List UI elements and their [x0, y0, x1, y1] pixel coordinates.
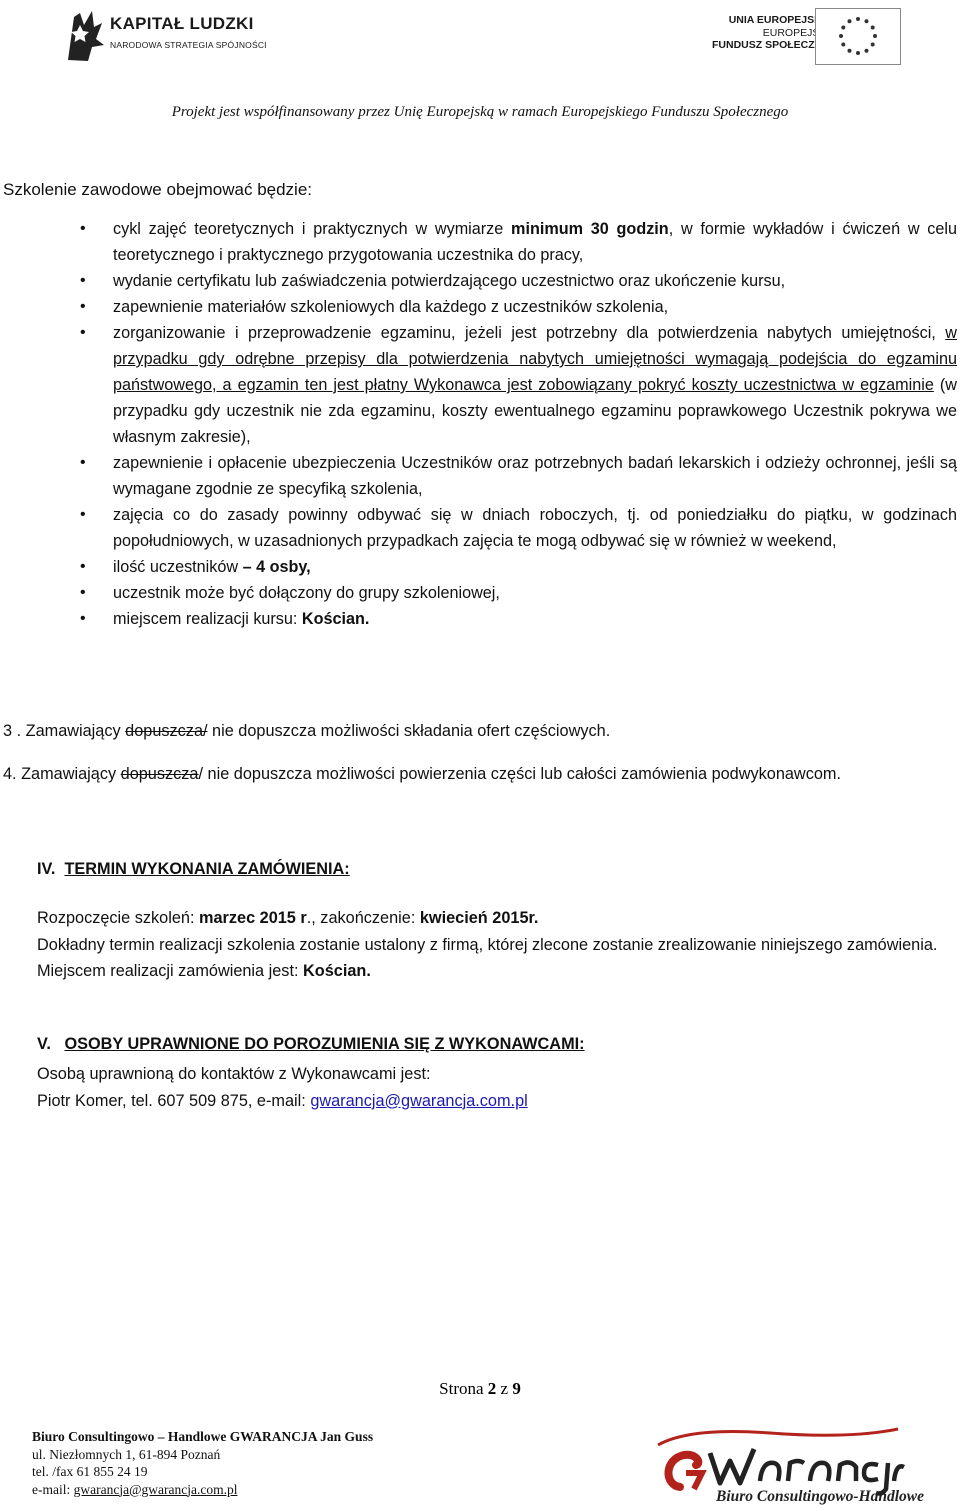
footer-address — [32, 1428, 373, 1498]
contact-email-link[interactable]: gwarancja@gwarancja.com.pl — [310, 1091, 528, 1110]
list-item — [80, 554, 957, 580]
section-iv-number: IV. — [37, 860, 56, 878]
cofinancing-note: Projekt jest współfinansowany przez Unię Europejską w ramach Europejskiego Funduszu Społecznego — [171, 104, 789, 120]
list-item — [80, 294, 957, 320]
p3-struck: dopuszcza/ — [125, 722, 208, 740]
p4-pre: 4. Zamawiający — [3, 765, 121, 783]
list-item — [80, 502, 957, 554]
place-label: Miejscem realizacji zamówienia jest: — [37, 962, 304, 980]
eu-line2: EUROPEJSKI — [762, 26, 830, 39]
start-date: marzec 2015 r — [199, 909, 307, 927]
end-label: ., zakończenie: — [306, 909, 420, 927]
start-label: Rozpoczęcie szkoleń: — [37, 909, 199, 927]
b1-text: cykl zajęć teoretycznych i praktycznych w wymiarze — [113, 220, 512, 238]
point-3 — [3, 722, 610, 741]
section-v-title: OSOBY UPRAWNIONE DO POROZUMIENIA SIĘ Z WYKONAWCAMI: — [64, 1035, 585, 1053]
email-label: e-mail: — [32, 1481, 74, 1497]
page-total: 9 — [512, 1379, 521, 1398]
end-date: kwiecień 2015r. — [419, 909, 539, 927]
contact-text: Piotr Komer, tel. 607 509 875, e-mail: — [37, 1091, 311, 1110]
page-current: 2 — [487, 1379, 497, 1398]
b7-bold: – 4 osby, — [242, 558, 311, 576]
section-v-heading — [37, 1035, 585, 1054]
list-item — [80, 216, 957, 268]
eu-line1: UNIA EUROPEJSKA — [728, 14, 830, 26]
b4-text-end: (w przypadku gdy uczestnik nie zda egzaminu, koszty ewentualnego egzaminu poprawkowego Uczestnik pokrywa we własnym zakresie), — [113, 376, 957, 446]
eu-line3: FUNDUSZ SPOŁECZNY — [712, 39, 830, 51]
firm-email-line — [32, 1481, 373, 1499]
p3-pre: 3 . Zamawiający — [3, 722, 126, 740]
kapital-ludzki-subtitle: NARODOWA STRATEGIA SPÓJNOŚCI — [110, 40, 267, 50]
firm-name: Biuro Consultingowo – Handlowe GWARANCJA Jan Guss — [32, 1429, 374, 1444]
list-item — [80, 580, 957, 606]
list-item — [80, 450, 957, 502]
page-label: Strona — [439, 1379, 488, 1398]
contact-line — [37, 1088, 957, 1115]
p4-post: / nie dopuszcza możliwości powierzenia części lub całości zamówienia podwykonawcom. — [198, 765, 841, 783]
place-value: Kościan. — [303, 962, 371, 980]
gwarancja-logo-text: Biuro Consultingowo-Handlowe — [716, 1488, 925, 1505]
b3-text: zapewnienie materiałów szkoleniowych dla każdego z uczestników szkolenia, — [113, 298, 669, 316]
section-iv-title: TERMIN WYKONANIA ZAMÓWIENIA: — [64, 860, 350, 878]
b1-text-end: , w formie wykładów i ćwiczeń w celu teoretycznego i praktycznego przygotowania uczestnika do pracy, — [113, 220, 957, 264]
firm-address: ul. Niezłomnych 1, 61-894 Poznań — [32, 1446, 221, 1462]
contact-intro: Osobą uprawnioną do kontaktów z Wykonawcami jest: — [37, 1065, 431, 1083]
page-number — [0, 1379, 960, 1399]
intro-line: Szkolenie zawodowe obejmować będzie: — [3, 180, 313, 199]
list-item — [80, 320, 957, 450]
b1-bold: minimum 30 godzin — [511, 220, 669, 238]
section-iv-heading — [37, 860, 350, 879]
list-item — [80, 268, 957, 294]
p4-struck: dopuszcza — [120, 765, 199, 783]
section-v-number: V. — [37, 1035, 51, 1053]
b8-text: uczestnik może być dołączony do grupy szkoleniowej, — [113, 584, 500, 602]
eu-flag-icon — [815, 8, 901, 65]
requirements-list — [80, 216, 957, 632]
b4-text: zorganizowanie i przeprowadzenie egzaminu, jeżeli jest potrzebny dla potwierdzenia nabytych umiejętności, — [113, 324, 946, 342]
section-v-body — [37, 1061, 957, 1114]
eu-fund-label — [712, 14, 829, 52]
detail-text: Dokładny termin realizacji szkolenia zostanie ustalony z firmą, której zlecone zostanie zrealizowanie niniejszego zamówienia. — [37, 935, 938, 954]
firm-phone: tel. /fax 61 855 24 19 — [32, 1464, 148, 1479]
p3-post: nie dopuszcza możliwości składania ofert częściowych. — [207, 722, 611, 740]
b5-text: zapewnienie i opłacenie ubezpieczenia Uczestników oraz potrzebnych badań lekarskich i odzieży ochronnej, jeśli są wymagane zgodnie ze specyfiką szkolenia, — [113, 454, 957, 498]
b9-text: miejscem realizacji kursu: — [113, 610, 302, 628]
b6-text: zajęcia co do zasady powinny odbywać się w dniach roboczych, tj. od poniedziałku do piątku, w godzinach popołudniowych, w uzasadnionych przypadkach zajęcia te mogą odbywać się w również w weekend, — [113, 506, 957, 550]
footer-email-link[interactable]: gwarancja@gwarancja.com.pl — [73, 1481, 238, 1497]
b4-underlined: w przypadku gdy odrębne przepisy dla potwierdzenia nabytych umiejętności wymagają podejścia do egzaminu państwowego, a egzamin ten jest płatny Wykonawca jest zobowiązany pokryć koszty uczestnictwa w egzaminie — [113, 324, 957, 394]
list-item — [80, 606, 957, 632]
b9-bold: Kościan. — [301, 610, 370, 628]
kapital-ludzki-title: KAPITAŁ LUDZKI — [110, 14, 254, 33]
b2-text: wydanie certyfikatu lub zaświadczenia potwierdzającego uczestnictwo oraz ukończenie kursu, — [113, 272, 786, 290]
page-separator: z — [496, 1379, 513, 1398]
start-end-line — [37, 905, 957, 932]
point-4 — [3, 761, 957, 788]
section-iv-body — [37, 905, 957, 985]
b7-text: ilość uczestników — [113, 558, 243, 576]
place-line — [37, 958, 957, 985]
